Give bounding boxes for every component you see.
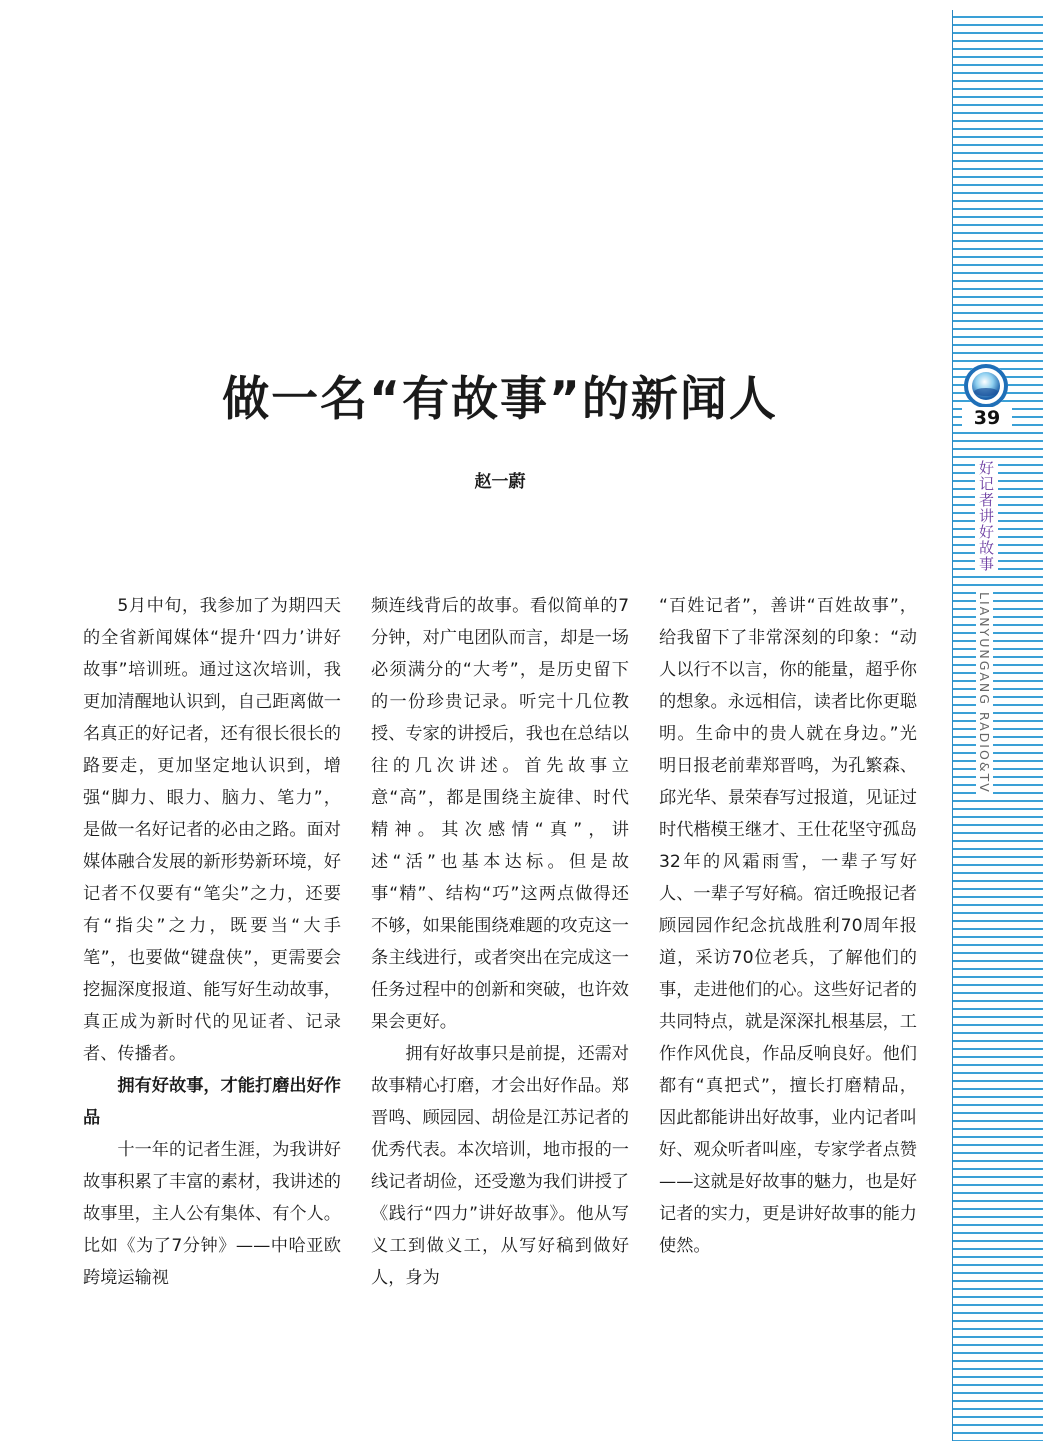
paragraph: 频连线背后的故事。看似简单的7分钟，对广电团队而言，却是一场必须满分的“大考”，是历史留下的一份珍贵记录。听完十几位教授、专家的讲授后，我也在总结以往的几次讲述。首先故事立意“高”，都是围绕主旋律、时代精神。其次感情“真”，讲述“活”也基本达标。但是故事“精”、结构“巧”这两点做得还不够，如果能围绕难题的攻克这一条主线进行，或者突出在完成这一任务过程中的创新和突破，也许效果会更好。 — [371, 596, 629, 1032]
section-title-vertical: 好记者讲好故事 — [975, 458, 998, 574]
page-number: 39 — [962, 407, 1012, 429]
paragraph: 5月中旬，我参加了为期四天的全省新闻媒体“提升‘四力’讲好故事”培训班。通过这次培训，我更加清醒地认识到，自己距离做一名真正的好记者，还有很长很长的路要走，更加坚定地认识到，增强“脚力、眼力、脑力、笔力”，是做一名好记者的必由之路。面对媒体融合发展的新形势新环境，好记者不仅要有“笔尖”之力，还要有“指尖”之力，既要当“大手笔”，也要做“键盘侠”，更需要会挖掘深度报道、能写好生动故事，真正成为新时代的见证者、记录者、传播者。 — [83, 596, 341, 1064]
article-column-1 — [83, 590, 341, 1294]
article-author: 赵一蔚 — [474, 472, 526, 492]
sidebar-stripe-band — [952, 10, 1043, 1441]
paragraph: 拥有好故事只是前提，还需对故事精心打磨，才会出好作品。郑晋鸣、顾园园、胡俭是江苏记者的优秀代表。本次培训，地市报的一线记者胡俭，还受邀为我们讲授了《践行“四力”讲好故事》。他从写义工到做义工，从写好稿到做好人，身为 — [371, 1044, 629, 1288]
section-subheading: 拥有好故事，才能打磨出好作品 — [83, 1076, 341, 1128]
article-column-3 — [659, 590, 917, 1262]
publication-name-vertical: LIANYUNGANG RADIO&TV — [977, 592, 992, 794]
article-title: 做一名“有故事”的新闻人 — [222, 372, 778, 427]
article-column-2 — [371, 590, 629, 1294]
tv-station-logo-icon — [962, 362, 1010, 410]
paragraph: “百姓记者”，善讲“百姓故事”，给我留下了非常深刻的印象：“动人以行不以言，你的能量，超乎你的想象。永远相信，读者比你更聪明。生命中的贵人就在身边。”光明日报老前辈郑晋鸣，为孔繁森、邱光华、景荣春写过报道，见证过时代楷模王继才、王仕花坚守孤岛32年的风霜雨雪，一辈子写好人、一辈子写好稿。宿迁晚报记者顾园园作纪念抗战胜利70周年报道，采访70位老兵，了解他们的事，走进他们的心。这些好记者的共同特点，就是深深扎根基层，工作作风优良，作品反响良好。他们都有“真把式”，擅长打磨精品，因此都能讲出好故事，业内记者叫好、观众听者叫座，专家学者点赞——这就是好故事的魅力，也是好记者的实力，更是讲好故事的能力使然。 — [659, 596, 917, 1256]
paragraph: 十一年的记者生涯，为我讲好故事积累了丰富的素材，我讲述的故事里，主人公有集体、有个人。比如《为了7分钟》——中哈亚欧跨境运输视 — [83, 1140, 341, 1288]
